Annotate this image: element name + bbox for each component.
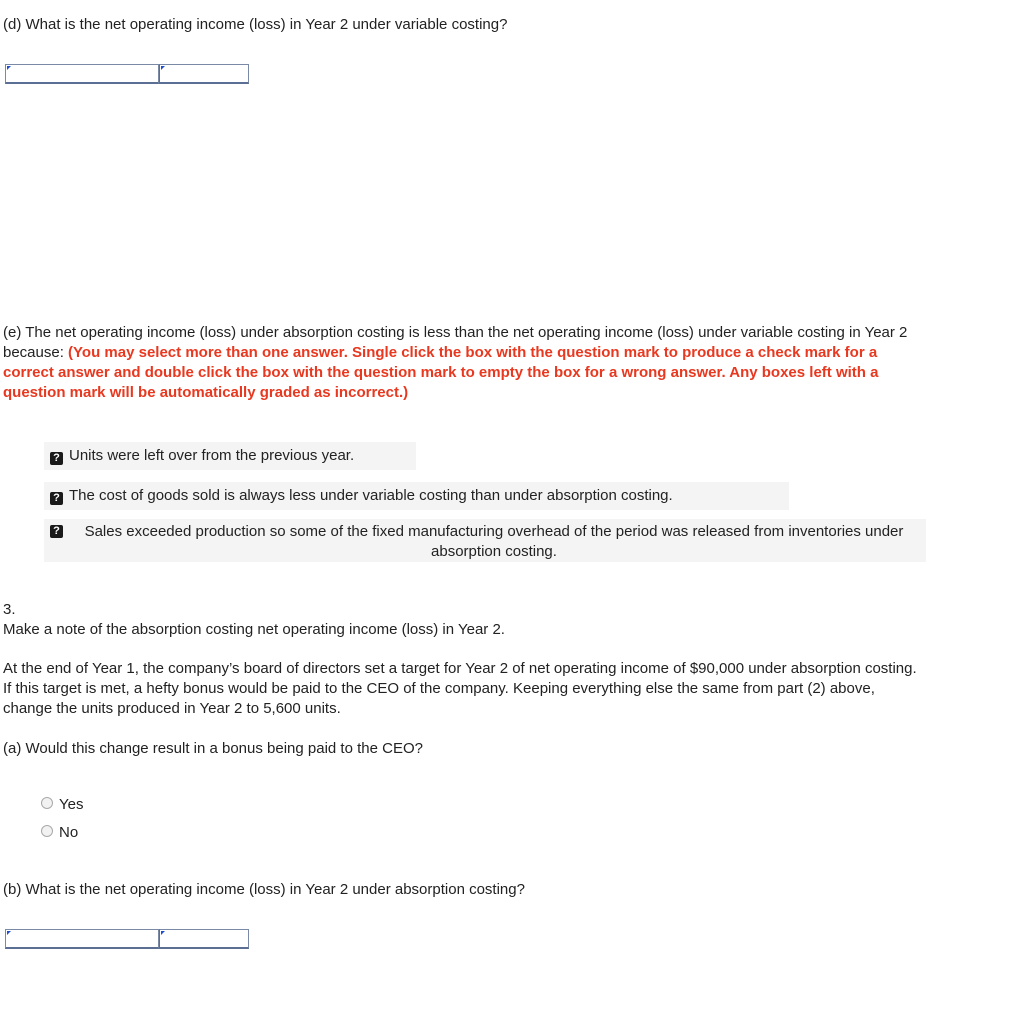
cell-indicator-icon: [7, 931, 11, 935]
choice-1[interactable]: [44, 442, 416, 470]
answer-3b-label-field[interactable]: [5, 929, 159, 949]
question-e: [3, 323, 928, 403]
cell-indicator-icon: [161, 931, 165, 935]
answer-d: [5, 64, 249, 86]
answer-d-label-field[interactable]: [5, 64, 159, 84]
radio-button-icon[interactable]: [41, 797, 53, 809]
question-d: (d) What is the net operating income (loss) in Year 2 under variable costing?: [3, 16, 508, 33]
question-mark-checkbox-icon[interactable]: ?: [50, 492, 63, 505]
answer-3b: [5, 929, 249, 951]
section-number: 3.: [3, 601, 16, 618]
question-3b: (b) What is the net operating income (loss) in Year 2 under absorption costing?: [3, 881, 525, 898]
choice-1-text: Units were left over from the previous year.: [69, 447, 355, 464]
section3-note: Make a note of the absorption costing net operating income (loss) in Year 2.: [3, 621, 505, 638]
choice-2[interactable]: [44, 482, 789, 510]
radio-no-label: No: [59, 824, 79, 841]
radio-yes-label: Yes: [59, 796, 84, 813]
question-mark-checkbox-icon[interactable]: ?: [50, 525, 63, 538]
question-mark-checkbox-icon[interactable]: ?: [50, 452, 63, 465]
radio-button-icon[interactable]: [41, 825, 53, 837]
choice-3-text: Sales exceeded production so some of the fixed manufacturing overhead of the period was released from inventories under absorption costing.: [84, 523, 904, 560]
question-e-instruction: (You may select more than one answer. Single click the box with the question mark to produce a check mark for a correct answer and double click the box with the question mark to empty the box for a wrong answer. Any boxes left with a question mark will be automatically graded as incorrect.): [3, 344, 879, 401]
section3-paragraph: At the end of Year 1, the company’s board of directors set a target for Year 2 of net operating income of $90,000 under absorption costing. If this target is met, a hefty bonus would be paid to the CEO of the company. Keeping everything else the same from part (2) above, change the units produced in Year 2 to 5,600 units.: [3, 660, 917, 717]
cell-indicator-icon: [7, 66, 11, 70]
cell-indicator-icon: [161, 66, 165, 70]
answer-d-amount-field[interactable]: [159, 64, 249, 84]
radio-option-no[interactable]: [41, 823, 78, 843]
answer-3b-amount-field[interactable]: [159, 929, 249, 949]
radio-option-yes[interactable]: [41, 795, 83, 815]
choice-3[interactable]: [44, 519, 926, 562]
question-e-text: (e) The net operating income (loss) under absorption costing is less than the net operating income (loss) under variable costing in Year 2 because:: [3, 324, 908, 361]
question-3a: (a) Would this change result in a bonus being paid to the CEO?: [3, 740, 423, 757]
choice-2-text: The cost of goods sold is always less under variable costing than under absorption costing.: [69, 487, 673, 504]
